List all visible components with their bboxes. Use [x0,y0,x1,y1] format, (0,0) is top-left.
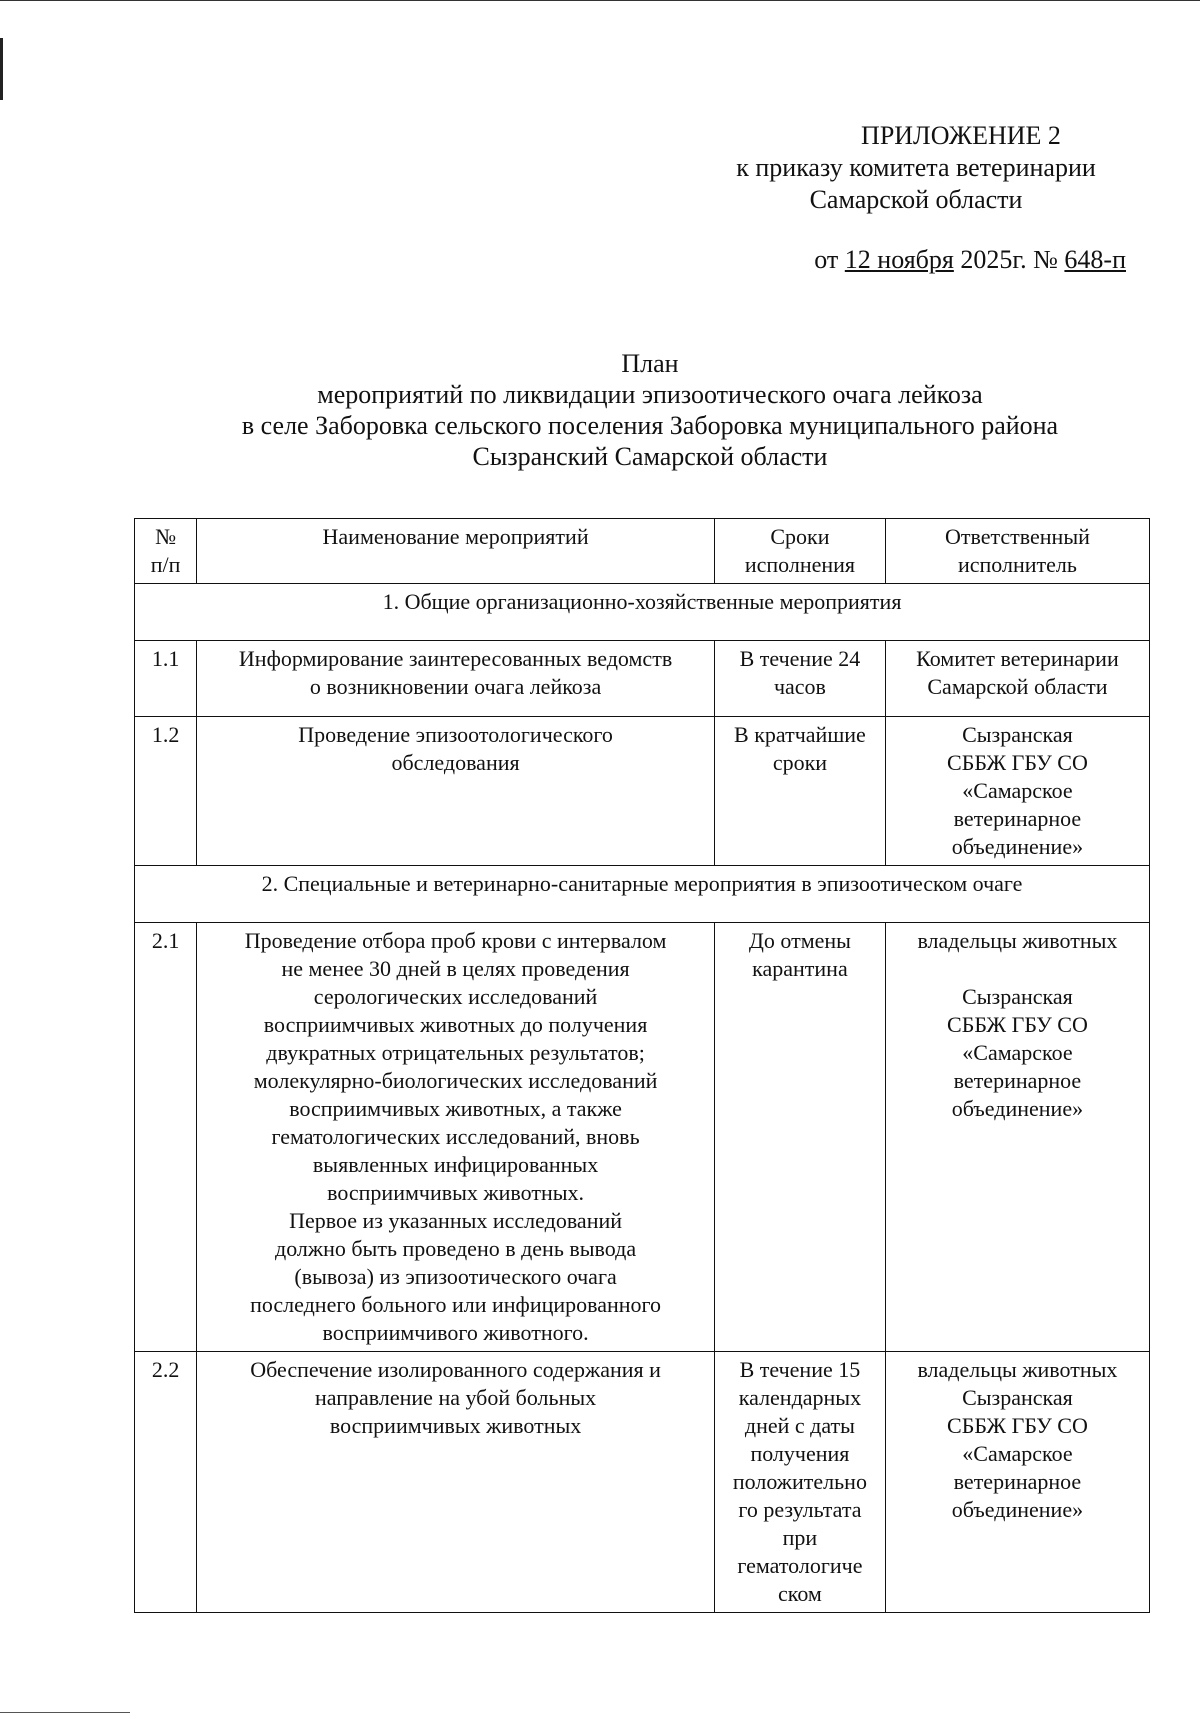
header-term: Сроки исполнения [714,519,885,584]
row-name: Информирование заинтересованных ведомств о возникновении очага лейкоза [197,641,715,717]
plan-title-line-2: мероприятий по ликвидации эпизоотического очага лейкоза [317,380,983,409]
section-title-1: 1. Общие организационно-хозяйственные мероприятия [135,584,1150,641]
plan-title-line-4: Сызранский Самарской области [472,442,828,471]
plan-title-line-1: План [621,349,679,378]
scan-edge-top [0,0,1200,1]
row-term: В течение 15 календарных дней с даты получения положительно го результата при гематологиче ском [714,1352,885,1613]
header-name: Наименование мероприятий [197,519,715,584]
row-term: До отмены карантина [714,923,885,1352]
table-row [135,717,1150,866]
row-term: В кратчайшие сроки [714,717,885,866]
date-prefix: от [814,245,845,274]
header-resp: Ответственный исполнитель [885,519,1149,584]
row-num: 1.1 [135,641,197,717]
table-row [135,641,1150,717]
section-title-2: 2. Специальные и ветеринарно-санитарные мероприятия в эпизоотическом очаге [135,866,1150,923]
row-term: В течение 24 часов [714,641,885,717]
row-name: Проведение эпизоотологического обследования [197,717,715,866]
header-num: № п/п [135,519,197,584]
plan-title [140,348,1160,472]
row-resp: владельцы животных Сызранская СББЖ ГБУ СО «Самарское ветеринарное объединение» [885,1352,1149,1613]
row-resp: Комитет ветеринарии Самарской области [885,641,1149,717]
plan-table [134,518,1150,1613]
order-number: 648-п [1064,245,1126,274]
row-num: 2.1 [135,923,197,1352]
section-row-1 [135,584,1150,641]
appendix-line-2: Самарской области [809,185,1023,214]
scan-mark-left [0,38,3,100]
date-value: 12 ноября [844,245,954,274]
plan-title-line-3: в селе Заборовка сельского поселения Заборовка муниципального района [241,411,1059,440]
appendix-header [706,120,1126,276]
section-row-2 [135,866,1150,923]
appendix-title: ПРИЛОЖЕНИЕ 2 [861,121,1061,150]
row-name: Обеспечение изолированного содержания и направление на убой больных восприимчивых животных [197,1352,715,1613]
scan-edge-bottom [0,1712,130,1713]
row-num: 1.2 [135,717,197,866]
row-resp: владельцы животных Сызранская СББЖ ГБУ СО «Самарское ветеринарное объединение» [885,923,1149,1352]
appendix-line-1: к приказу комитета ветеринарии [736,153,1096,182]
table-row [135,923,1150,1352]
row-resp: Сызранская СББЖ ГБУ СО «Самарское ветеринарное объединение» [885,717,1149,866]
table-row [135,1352,1150,1613]
row-num: 2.2 [135,1352,197,1613]
table-header-row [135,519,1150,584]
date-middle: 2025г. № [953,245,1065,274]
row-name: Проведение отбора проб крови с интервалом не менее 30 дней в целях проведения серологических исследований восприимчивых животных до получения двукратных отрицательных результатов; молекулярно-биологических исследований восприимчивых животных, а также гематологических исследований, вновь выявленных инфицированных восприимчивых животных. Первое из указанных исследований должно быть проведено в день вывода (вывоза) из эпизоотического очага последнего больного или инфицированного восприимчивого животного. [197,923,715,1352]
appendix-date [706,244,1126,276]
